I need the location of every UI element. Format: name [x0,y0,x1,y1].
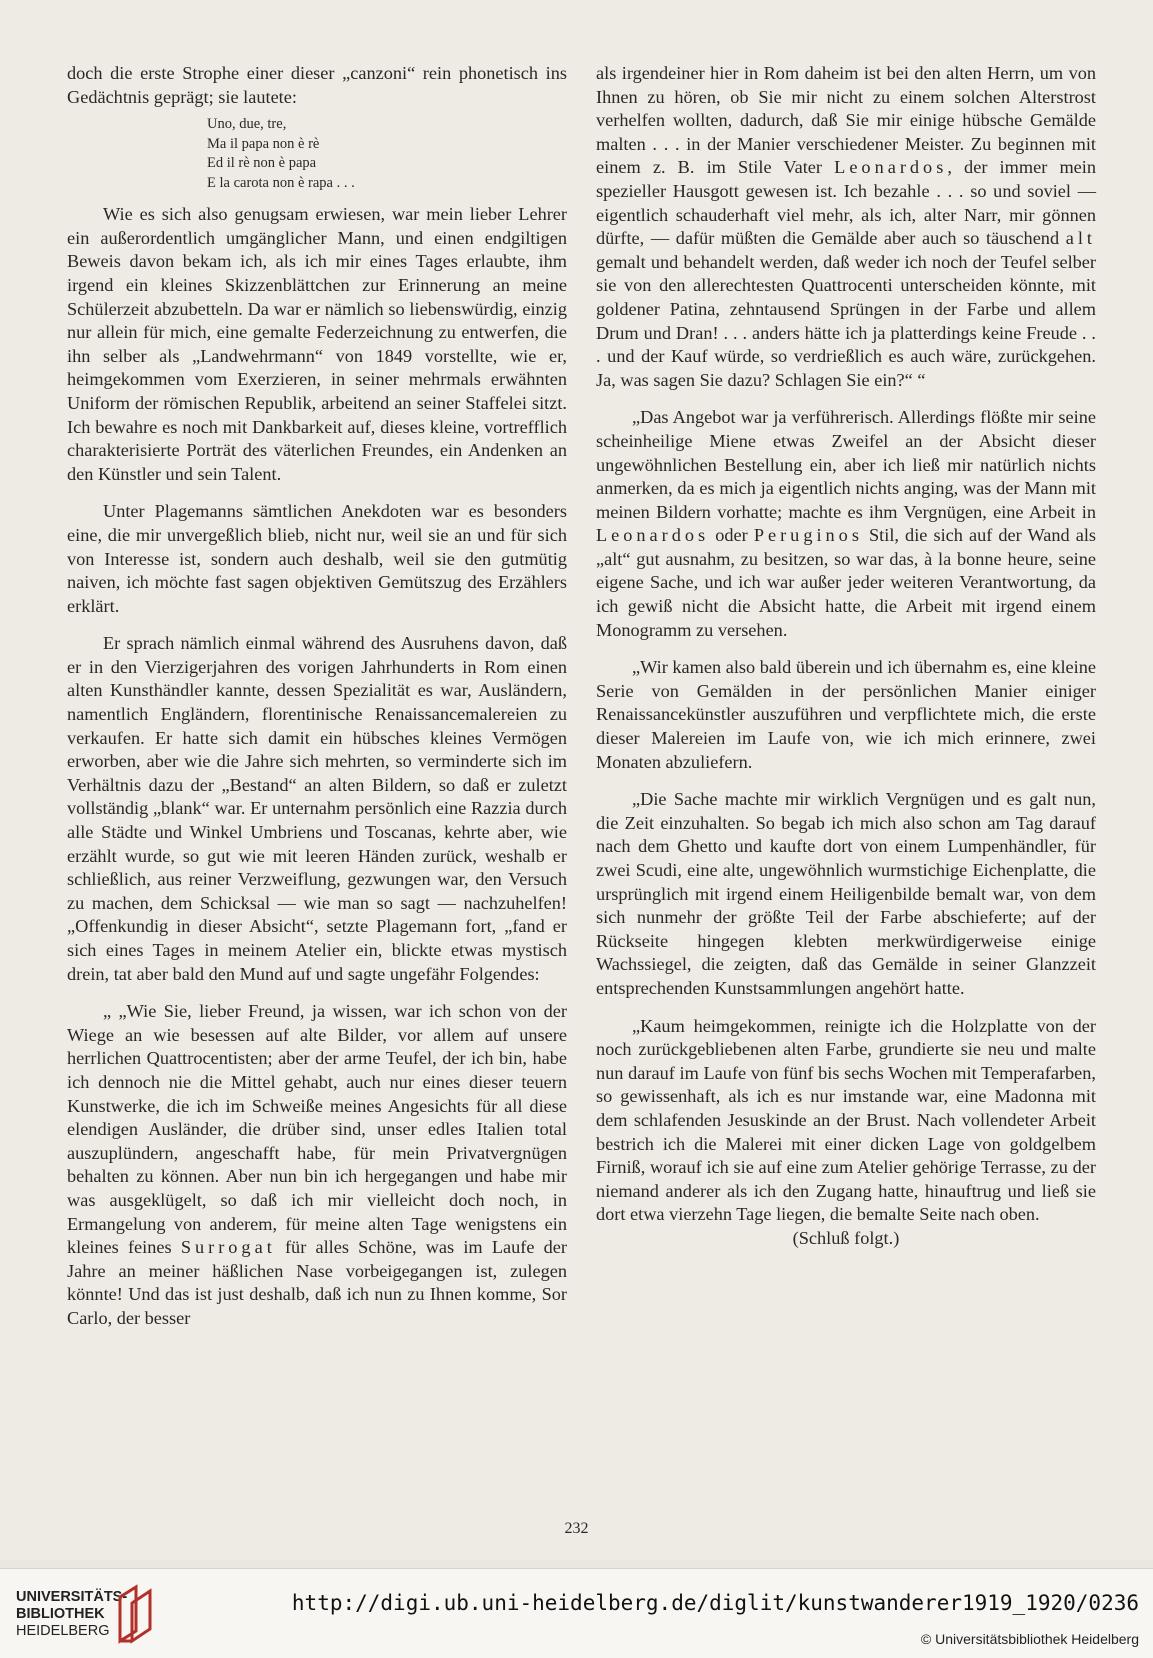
verse-line: E la carota non è rapa . . . [207,174,355,191]
paragraph [67,1000,567,1330]
footer-bar [0,1568,1153,1658]
library-logo-text [16,1589,127,1640]
text-run: , der immer mein spezieller Hausgott gewesen ist. Ich bezahle . . . so und soviel — eigentlich schauderhaft viel mehr, als ich, alter Narr, mir gönnen dürfte, — dafür müßten die Gemälde aber auch so täuschend [596,157,1096,249]
spaced-word: Leonardos [834,157,948,178]
verse-block [207,115,567,193]
paragraph: Er sprach nämlich einmal während des Ausruhens davon, daß er in den Vierzigerjahren des vorigen Jahrhunderts in Rom einen alten Kunsthändler kannte, dessen Spezialität es war, Ausländern, namentlich Engländern, florentinische Renaissancemalereien zu verkaufen. Er hatte sich damit ein hübsches kleines Vermögen erworben, aber wie die Jahre sich mehrten, so verminderte sich im Verhältnis dazu der „Bestand“ an alten Bildern, so daß er zuletzt vollständig „blank“ war. Er unternahm persönlich eine Razzia durch alle Städte und Winkel Umbriens und Toscanas, kehrte aber, wie erzählt wurde, so gut wie mit leeren Händen zurück, weshalb er schließlich, aus reiner Verzweiflung, gezwungen war, den Versuch zu machen, dem Schicksal — wie man so sagt — nachzuhelfen! „Offenkundig in dieser Absicht“, setzte Plagemann fort, „fand er sich eines Tages in meinem Atelier ein, blickte etwas mystisch drein, tat aber bald den Mund auf und sagte ungefähr Folgendes: [67,633,567,984]
paragraph: Wie es sich also genugsam erwiesen, war mein lieber Lehrer ein außerordentlich umgänglicher Mann, und einen endgiltigen Beweis davon bekam ich, als ich mir eines Tages erlaubte, ihm irgend ein kleines Skizzenblättchen zur Erinnerung an meine Schülerzeit abzubetteln. Da war er nämlich so liebenswürdig, einzig nur allein für mich, eine gemalte Federzeichnung zu entwerfen, die ihn selber als „Landwehrmann“ von 1849 vorstellte, wie er, heimgekommen vom Exerzieren, in seiner mehrmals erwähnten Uniform der römischen Republik, arbeitend an seiner Staffelei sitzt. Ich bewahre es noch mit Dankbarkeit auf, dieses kleine, vortrefflich charakterisierte Porträt des väterlichen Freundes, ein Andenken an den Künstler und sein Talent. [67,204,567,484]
text-run: „ „Wie Sie, lieber Freund, ja wissen, war ich schon von der Wiege an wie besessen auf alte Bilder, vor allem auf unsere herrlichen Quattrocentisten; aber der arme Teufel, der ich bin, habe ich dennoch nie die Mittel gehabt, auch nur eines dieser teuern Kunstwerke, die ich im Schweiße meines Angesichts für all diese elendigen Ausländer, die drüber sind, unser edles Italien total auszuplündern, angeschafft habe, für mein Privatvergnügen behalten zu können. Aber nun bin ich hergegangen und habe mir was ausgeklügelt, so daß ich mir vielleicht doch noch, in Ermangelung von anderem, für meine alten Tage wenigstens ein kleines feines [67,1001,567,1258]
text-run: Stil, die sich auf der Wand als „alt“ gut ausnahm, zu besitzen, so war das, à la bonne heure, seine eigene Sache, und ich war außer jeder weiteren Verantwortung, da ich gewiß nicht die Absicht hatte, die Arbeit mit irgend einem Monogramm zu versehen. [596,525,1097,640]
right-column [596,62,1096,1251]
logo-line: BIBLIOTHEK [16,1606,105,1622]
logo-line: HEIDELBERG [16,1623,110,1639]
spaced-word: Peruginos [753,525,863,546]
verse-line: Ed il rè non è papa [207,155,317,172]
paragraph: „Die Sache machte mir wirklich Vergnügen und es galt nun, die Zeit einzuhalten. So begab ich mich also schon am Tag darauf nach dem Ghetto und kaufte dort von einem Lumpenhändler, für zwei Scudi, eine alte, ungewöhnlich wurmstichige Eichenplatte, die ursprünglich mit irgend einem Heiligenbilde bemalt war, von dem sich nunmehr der größte Teil der Farbe abschieferte; auf der Rückseite hingegen klebten merkwürdigerweise einige Wachssiegel, die zeigten, daß das Gemälde in seiner Glanzzeit entsprechenden Kunstsammlungen angehört hatte. [596,789,1096,998]
verse-line: Ma il papa non è rè [207,135,320,152]
paragraph [596,62,1096,392]
spaced-word: Leonardos [596,525,710,546]
library-logo-icon [116,1583,156,1645]
paragraph [596,406,1096,642]
logo-line: UNIVERSITÄTS- [16,1589,128,1605]
paragraph: „Wir kamen also bald überein und ich übernahm es, eine kleine Serie von Gemälden in der persönlichen Manier einiger Renaissancekünstler auszuführen und verpflichtete mich, die erste dieser Malereien im Laufe von, wie ich mich erinnere, zwei Monaten abzuliefern. [596,657,1096,772]
verse-line: Uno, due, tre, [207,116,287,133]
continuation-note: (Schluß folgt.) [792,1227,900,1248]
text-run: als irgendeiner hier in Rom daheim ist bei den alten Herrn, um von Ihnen zu hören, ob Sie mir nicht zu einem solchen Alterstrost verhelfen wollten, dadurch, daß Sie mir einige hübsche Gemälde malten . . . in der Manier verschiedener Meister. Zu beginnen mit einem z. B. im Stile Vater [596,63,1096,178]
text-run: oder [715,525,748,546]
spaced-word: Surrogat [180,1237,276,1258]
text-run: für alles Schöne, was im Laufe der Jahre an meiner häßlichen Nase vorbeigegangen ist, zulegen könnte! Und das ist just deshalb, daß ich nun zu Ihnen komme, Sor Carlo, der besser [67,1237,567,1328]
paragraph: doch die erste Strophe einer dieser „canzoni“ rein phonetisch ins Gedächtnis geprägt; sie lautete: [67,63,567,107]
paragraph: Unter Plagemanns sämtlichen Anekdoten war es besonders eine, die mir unvergeßlich blieb, nicht nur, weil sie an und für sich von Interesse ist, sondern auch deshalb, weil sie den gutmütig naiven, ich möchte fast sagen objektiven Gemütszug des Erzählers erklärt. [67,501,567,616]
text-run: „Das Angebot war ja verführerisch. Allerdings flößte mir seine scheinheilige Miene etwas Zweifel an der Absicht dieser ungewöhnlichen Bestellung ein, aber ich ließ mir natürlich nichts anmerken, da es mich ja eigentlich nichts anging, was der Mann mit meinen Bildern vorhatte; machte es ihm Vergnügen, eine Arbeit in [596,407,1096,522]
text-run: gemalt und behandelt werden, daß weder ich noch der Teufel selber sie von den allerechtesten Quattrocenti unterscheiden könnte, mit goldener Patina, zehntausend Sprüngen in der Farbe und allem Drum und Dran! . . . anders hätte ich ja platterdings keine Freude . . . und der Kauf würde, so verdrießlich es auch wäre, zurückgehen. Ja, was sagen Sie dazu? Schlagen Sie ein?“ “ [596,251,1096,390]
page-number: 232 [564,1520,589,1537]
left-column [67,62,567,1331]
paragraph: „Kaum heimgekommen, reinigte ich die Holzplatte von der noch zurückgebliebenen alten Farbe, grundierte sie neu und malte nun darauf im Laufe von fünf bis sechs Wochen mit Temperafarben, so gewissenhaft, als ich es nur imstande war, eine Madonna mit dem schlafenden Jesuskinde an der Brust. Nach vollendeter Arbeit bestrich ich die Malerei mit einer dicken Lage von goldgelbem Firniß, worauf ich sie auf eine zum Atelier gehörige Terrasse, zu der niemand anderer als ich den Zugang hatte, hinauftrug und ließ sie dort etwa vierzehn Tage liegen, die bemalte Seite nach oben. [596,1015,1096,1225]
copyright-notice: © Universitätsbibliothek Heidelberg [920,1631,1139,1647]
permalink-url[interactable]: http://digi.ub.uni-heidelberg.de/diglit/kunstwanderer1919_1920/0236 [291,1591,1139,1615]
spaced-word: alt [1065,228,1096,249]
